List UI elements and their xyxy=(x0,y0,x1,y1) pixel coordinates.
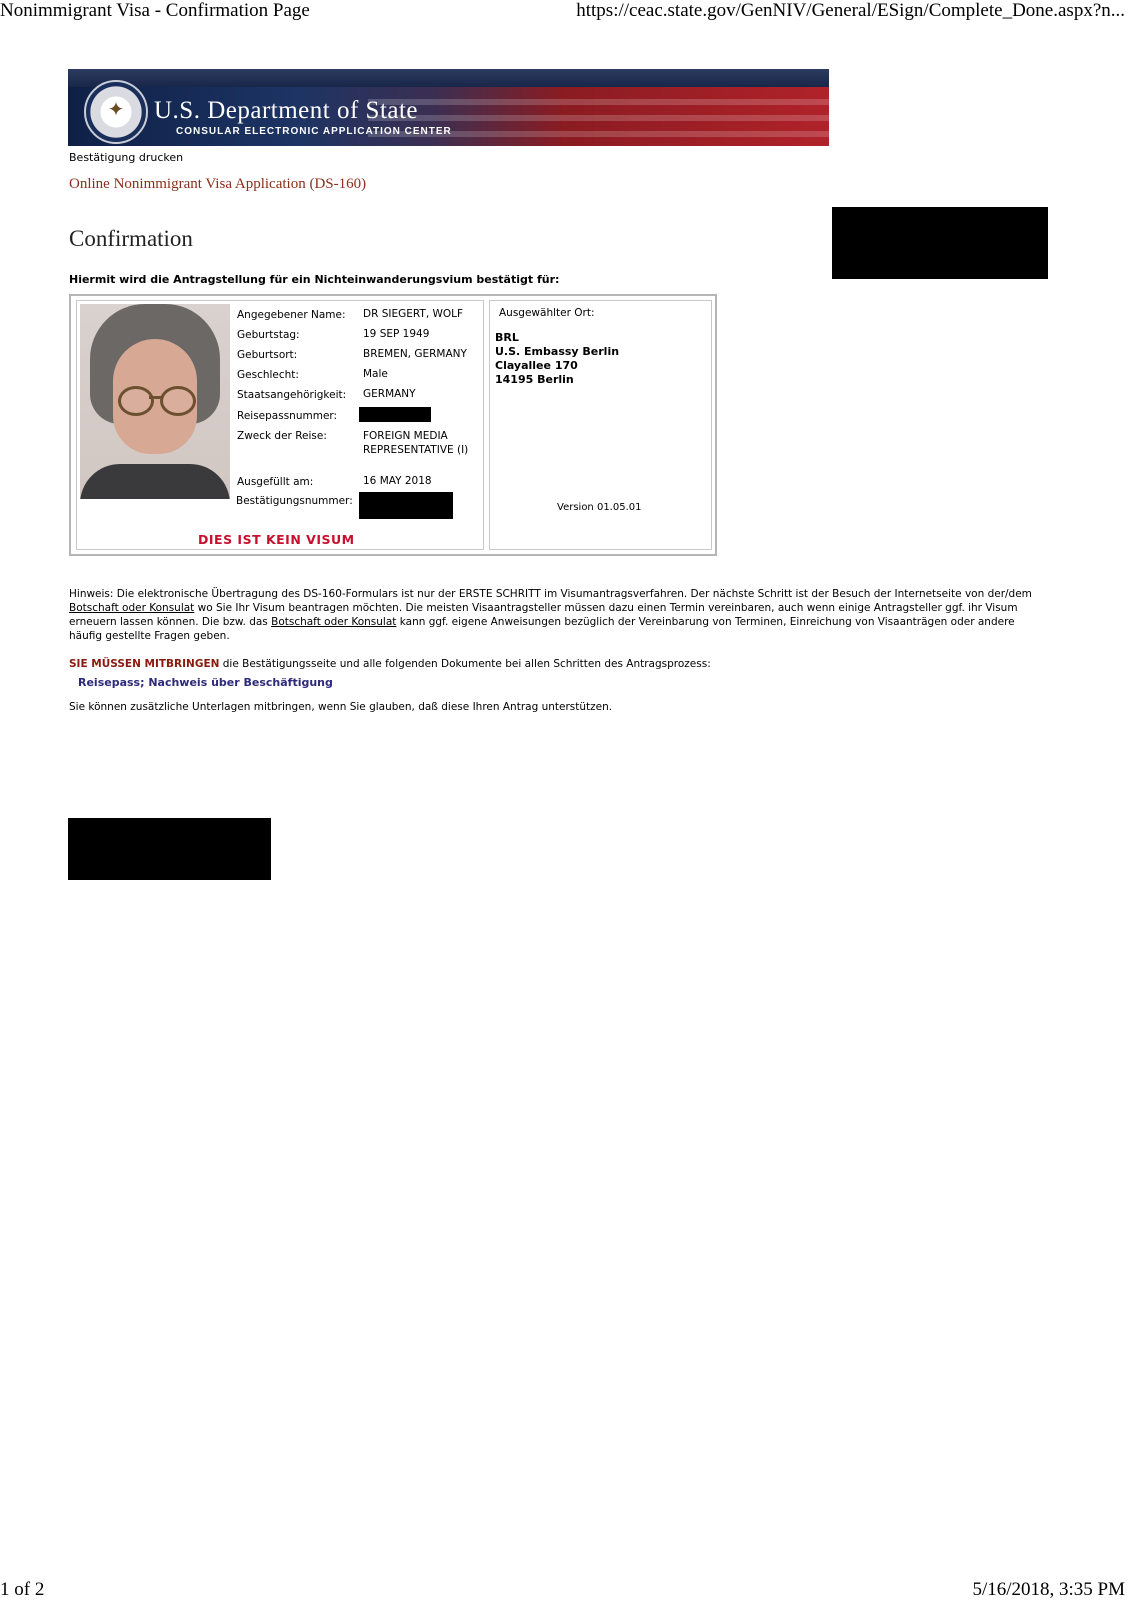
intro-text: Hiermit wird die Antragstellung für ein Nichteinwanderungsvium bestätigt für: xyxy=(69,273,560,286)
confirmation-number-redaction xyxy=(359,492,453,519)
must-bring-label: SIE MÜSSEN MITBRINGEN xyxy=(69,658,220,670)
purpose-value: FOREIGN MEDIA REPRESENTATIVE (I) xyxy=(363,430,469,456)
required-documents: Reisepass; Nachweis über Beschäftigung xyxy=(78,676,333,689)
purpose-label: Zweck der Reise: xyxy=(237,430,327,442)
redaction-block xyxy=(68,818,271,880)
notice-paragraph xyxy=(69,587,1049,643)
nationality-value: GERMANY xyxy=(363,388,416,400)
must-bring-line xyxy=(69,658,711,670)
sex-value: Male xyxy=(363,368,388,380)
photo-shirt xyxy=(80,464,230,499)
print-page-url: https://ceac.state.gov/GenNIV/General/ESign/Complete_Done.aspx?n... xyxy=(576,0,1125,21)
notice-text: wo Sie Ihr Visum beantragen möchten. Die meisten Visaantragsteller müssen dazu einen Termin vereinbaren, auch wenn einige Antragsteller ggf. ihr Visum erneuern lassen können. Die bzw. das xyxy=(69,602,1018,628)
print-page-number: 1 of 2 xyxy=(0,1579,45,1600)
photo-glasses-bridge xyxy=(149,396,161,399)
completed-label: Ausgefüllt am: xyxy=(237,476,314,488)
eagle-icon: ✦ xyxy=(107,97,125,121)
location-street: Clayallee 170 xyxy=(495,359,578,372)
completed-value: 16 MAY 2018 xyxy=(363,475,432,487)
location-name: U.S. Embassy Berlin xyxy=(495,345,620,358)
must-bring-text: die Bestätigungsseite und alle folgenden Dokumente bei allen Schritten des Antragsprozess: xyxy=(219,658,711,670)
banner-subtitle: CONSULAR ELECTRONIC APPLICATION CENTER xyxy=(176,126,452,137)
redaction-block xyxy=(832,207,1048,279)
banner-title: U.S. Department of State xyxy=(154,97,419,124)
name-label: Angegebener Name: xyxy=(237,309,346,321)
print-confirmation-link[interactable]: Bestätigung drucken xyxy=(69,151,184,164)
flag-stripe xyxy=(368,115,829,121)
flag-stripe xyxy=(368,99,829,105)
passport-redaction xyxy=(359,407,431,422)
banner-top-bar xyxy=(68,69,829,87)
location-city: 14195 Berlin xyxy=(495,373,574,386)
embassy-link[interactable]: Botschaft oder Konsulat xyxy=(271,616,397,628)
location-address xyxy=(495,331,619,387)
location-code: BRL xyxy=(495,331,519,344)
birthplace-label: Geburtsort: xyxy=(237,349,298,361)
sex-label: Geschlecht: xyxy=(237,369,299,381)
not-a-visa-notice: DIES IST KEIN VISUM xyxy=(198,532,355,547)
birthdate-value: 19 SEP 1949 xyxy=(363,328,430,340)
version-text: Version 01.05.01 xyxy=(557,502,642,513)
state-department-banner xyxy=(68,69,829,146)
embassy-link[interactable]: Botschaft oder Konsulat xyxy=(69,602,195,614)
location-label: Ausgewählter Ort: xyxy=(499,307,595,319)
nationality-label: Staatsangehörigkeit: xyxy=(237,389,347,401)
birthplace-value: BREMEN, GERMANY xyxy=(363,348,467,360)
notice-text: kann ggf. eigene Anweisungen bezüglich der Vereinbarung von Terminen, Einreichung von Visaanträgen oder andere häufig gestellte Fragen geben. xyxy=(69,616,1015,642)
applicant-photo xyxy=(80,304,230,499)
photo-glasses-right xyxy=(160,386,196,416)
print-page-title: Nonimmigrant Visa - Confirmation Page xyxy=(0,0,310,21)
confirmation-number-label: Bestätigungsnummer: xyxy=(236,495,353,507)
page-title: Confirmation xyxy=(69,226,193,251)
passport-label: Reisepassnummer: xyxy=(237,410,338,422)
additional-documents-note: Sie können zusätzliche Unterlagen mitbringen, wenn Sie glauben, daß diese Ihren Antrag unterstützen. xyxy=(69,701,613,713)
application-title: Online Nonimmigrant Visa Application (DS-160) xyxy=(69,176,367,192)
birthdate-label: Geburtstag: xyxy=(237,329,300,341)
photo-glasses-left xyxy=(118,386,154,416)
name-value: DR SIEGERT, WOLF xyxy=(363,308,464,320)
print-datetime: 5/16/2018, 3:35 PM xyxy=(972,1579,1125,1600)
notice-text: Hinweis: Die elektronische Übertragung des DS-160-Formulars ist nur der ERSTE SCHRITT im Visumantragsverfahren. Der nächste Schritt ist der Besuch der Internetseite von der/dem xyxy=(69,588,1032,600)
